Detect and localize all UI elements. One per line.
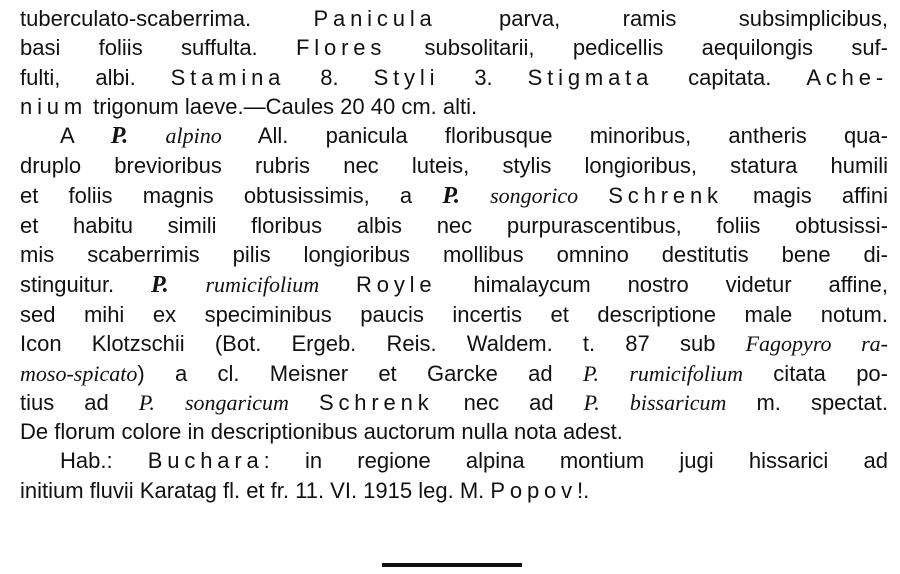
text-run: [289, 390, 319, 415]
text-run: tius ad: [20, 389, 139, 415]
text-line: [20, 181, 888, 211]
text-line: [20, 151, 888, 180]
text-line: [20, 270, 888, 300]
italic-taxon: P.: [442, 182, 460, 209]
spaced-term: Popov: [490, 477, 577, 503]
text-run: [169, 272, 206, 297]
text-run: parva, ramis subsimplicibus,: [436, 6, 888, 31]
text-run: !.: [576, 477, 590, 503]
italic-taxon: Fagopyro ra-: [745, 331, 889, 357]
text-run: himalaycum nostro videtur affine,: [436, 271, 889, 297]
text-run: stinguitur.: [20, 271, 152, 297]
text-run: fulti, albi.: [20, 64, 171, 90]
text-run: et habitu simili floribus albis nec purpurascentibus, foliis obtusissi-: [20, 213, 888, 239]
spaced-term: Schrenk: [608, 182, 723, 208]
text-run: 3.: [439, 64, 528, 90]
text-run: All. panicula floribusque minoribus, antheris qua-: [221, 123, 888, 149]
text-run: ) a cl. Meisner et Garcke ad: [137, 360, 583, 386]
spaced-term: Schrenk: [318, 389, 434, 415]
spaced-term: Stigmata: [527, 64, 654, 90]
text-run: De florum colore in descriptionibus auctorum nulla nota adest.: [20, 419, 623, 445]
document-text: [20, 4, 888, 505]
spaced-term: Ache-: [806, 64, 888, 90]
text-line: [20, 329, 888, 358]
spaced-term: Stamina: [170, 64, 286, 90]
text-line: [20, 33, 888, 62]
text-run: magis affini: [722, 182, 888, 208]
text-run: [155, 390, 185, 415]
text-line: [20, 476, 888, 505]
spaced-term: Styli: [373, 64, 440, 90]
text-run: [578, 183, 608, 208]
spaced-term: nium: [20, 93, 88, 119]
italic-taxon: songaricum: [185, 389, 289, 415]
text-run: initium fluvii Karatag fl. et fr. 11. VI. 1915 leg. M.: [20, 477, 491, 503]
text-run: Icon Klotzschii (Bot. Ergeb. Reis. Waldem. t. 87 sub: [20, 331, 746, 357]
spaced-term: Panicula: [313, 6, 437, 31]
text-run: [600, 390, 630, 415]
text-run: A: [60, 123, 111, 149]
italic-taxon: P.: [151, 271, 169, 298]
text-line: [20, 446, 888, 475]
text-run: trigonum laeve.—Caules 20 40 cm. alti.: [87, 93, 478, 119]
text-line: [20, 359, 888, 388]
text-run: : in regione alpina montium jugi hissarici ad: [263, 448, 888, 474]
text-run: mis scaberrimis pilis longioribus mollibus omnino destitutis bene di-: [20, 242, 888, 268]
text-run: Hab.:: [60, 448, 148, 474]
text-line: [20, 240, 888, 269]
italic-taxon: songorico: [490, 182, 579, 208]
italic-taxon: P.: [583, 389, 600, 415]
italic-taxon: rumicifolium: [205, 271, 320, 297]
text-run: druplo brevioribus rubris nec luteis, stylis longioribus, statura humili: [20, 153, 888, 179]
text-run: citata po-: [743, 360, 888, 386]
text-line: [20, 4, 888, 33]
section-divider: [382, 563, 522, 567]
text-run: [460, 183, 490, 208]
text-line: [20, 211, 888, 240]
text-line: [20, 417, 888, 446]
italic-taxon: rumicifolium: [629, 360, 744, 386]
text-line: [20, 300, 888, 329]
text-run: tuberculato-scaberrima.: [20, 6, 314, 31]
italic-taxon: P.: [110, 123, 129, 150]
text-run: [319, 272, 356, 297]
italic-taxon: P.: [138, 389, 155, 415]
text-run: [128, 123, 165, 148]
italic-taxon: P.: [582, 360, 600, 386]
italic-taxon: moso-spicato: [20, 360, 138, 386]
text-run: [599, 361, 629, 386]
text-run: subsolitarii, pedicellis aequilongis suf-: [386, 35, 888, 61]
text-run: sed mihi ex speciminibus paucis incertis et descriptione male notum.: [20, 301, 888, 327]
text-line: [20, 388, 888, 417]
text-run: basi foliis suffulta.: [20, 35, 296, 61]
text-run: et foliis magnis obtusissimis, a: [20, 182, 443, 208]
spaced-term: Flores: [296, 35, 387, 61]
spaced-term: Buchara: [147, 448, 264, 474]
text-line: [20, 92, 888, 121]
italic-taxon: alpino: [165, 123, 222, 149]
italic-taxon: bissaricum: [629, 389, 727, 415]
text-line: [20, 63, 888, 92]
text-run: m. spectat.: [726, 389, 888, 415]
spaced-term: Royle: [356, 271, 437, 297]
text-line: [20, 121, 888, 151]
text-run: capitata.: [653, 64, 807, 90]
text-run: nec ad: [433, 389, 584, 415]
text-run: 8.: [285, 64, 374, 90]
